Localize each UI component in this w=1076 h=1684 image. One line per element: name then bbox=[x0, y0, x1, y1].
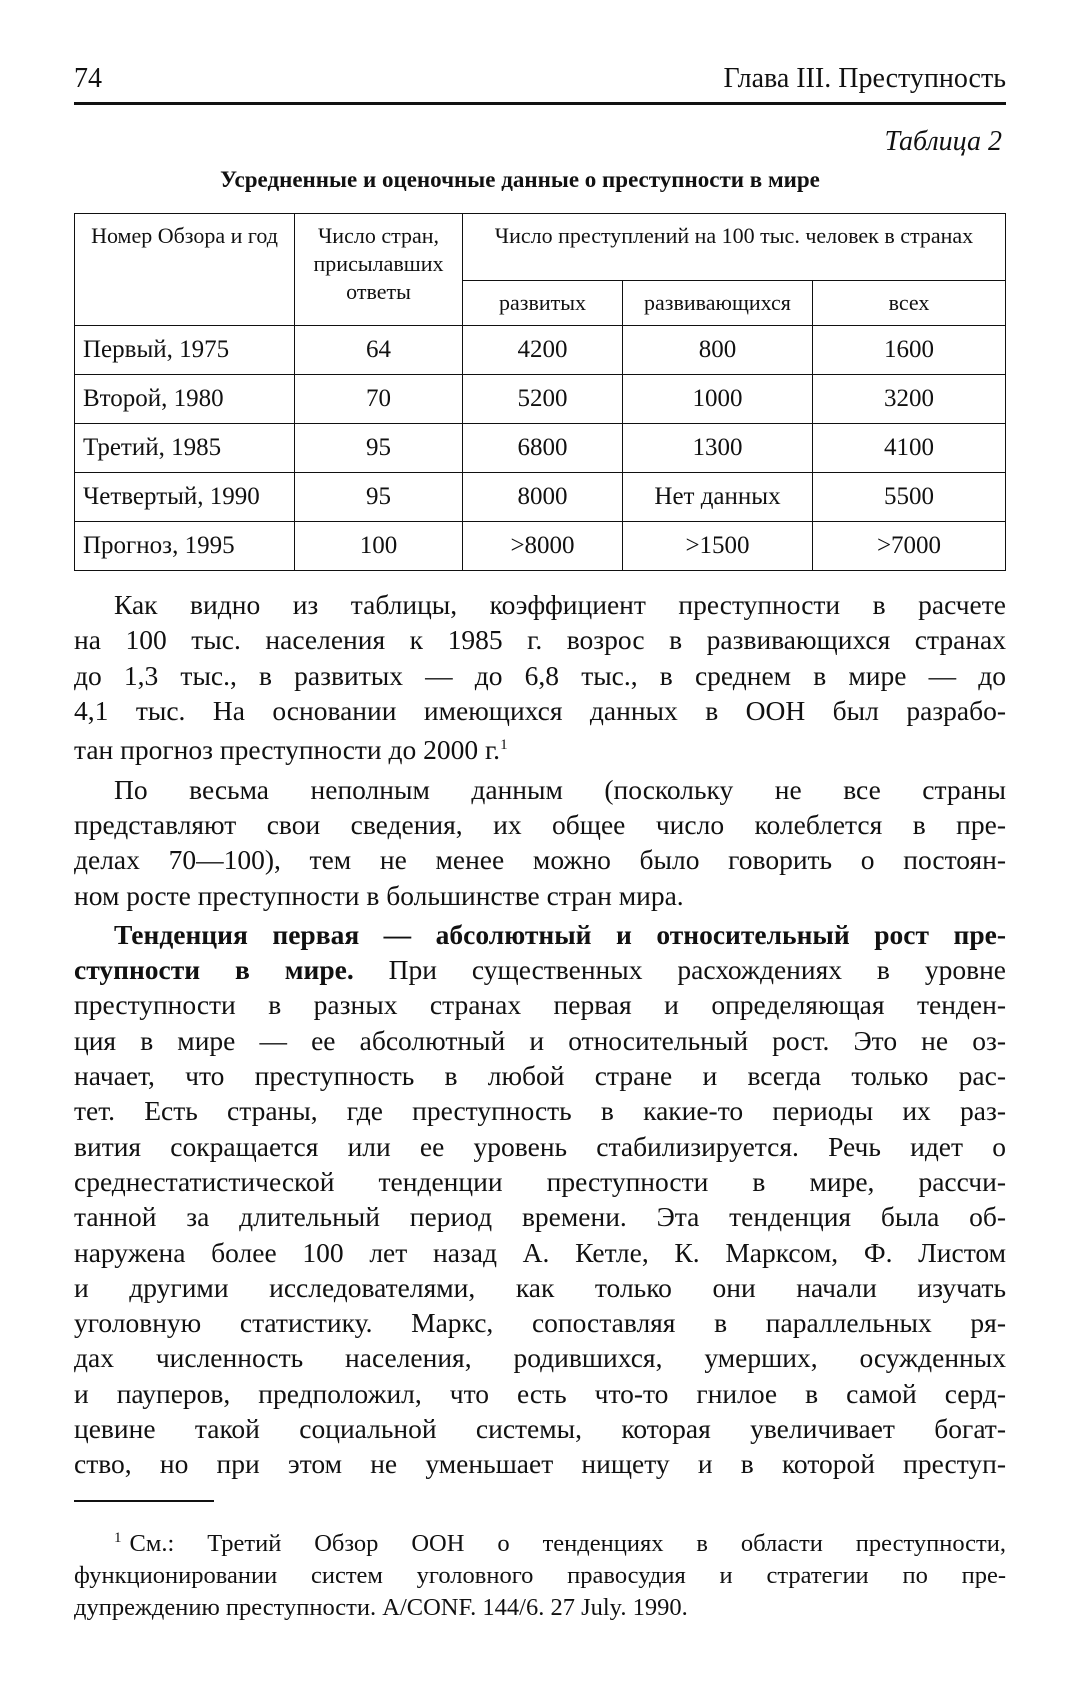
header-countries: Число стран, присылавших ответы bbox=[295, 214, 463, 326]
bold-lead: Тенденция первая — абсолютный и относительный рост пре- bbox=[114, 918, 1006, 950]
text-line bbox=[74, 1023, 1006, 1058]
table-cell: Первый, 1975 bbox=[75, 326, 295, 375]
text-run: среднестатистической тенденции преступности в мире, рассчи- bbox=[74, 1165, 1006, 1197]
table-cell: 95 bbox=[295, 473, 463, 522]
table-cell: Второй, 1980 bbox=[75, 375, 295, 424]
text-run: на 100 тыс. населения к 1985 г. возрос в развивающихся странах bbox=[74, 624, 1006, 656]
text-line bbox=[74, 622, 1006, 657]
table-title: Усредненные и оценочные данные о преступности в мире bbox=[220, 167, 820, 192]
table-cell: 8000 bbox=[463, 473, 623, 522]
table-cell: 3200 bbox=[813, 375, 1006, 424]
footnote bbox=[74, 1522, 1006, 1624]
text-line bbox=[74, 1446, 1006, 1481]
crime-data-table bbox=[74, 213, 1006, 571]
header-developing: развивающихся bbox=[623, 281, 813, 326]
text-line bbox=[74, 917, 1006, 952]
paragraph bbox=[74, 587, 1006, 768]
text-run: функционировании систем уголовного правосудия и стратегии по пре- bbox=[74, 1561, 1006, 1589]
text-run: ция в мире — ее абсолютный и относительный рост. Это не оз- bbox=[74, 1024, 1006, 1056]
text-run: 4,1 тыс. На основании имеющихся данных в ООН был разрабо- bbox=[74, 694, 1006, 726]
text-line bbox=[74, 1058, 1006, 1093]
text-line bbox=[74, 1270, 1006, 1305]
table-cell: >7000 bbox=[813, 522, 1006, 571]
text-run: ном росте преступности в большинстве стран мира. bbox=[74, 879, 684, 911]
text-line bbox=[74, 1199, 1006, 1234]
text-line bbox=[74, 842, 1006, 877]
table-cell: 64 bbox=[295, 326, 463, 375]
header-all: всех bbox=[813, 281, 1006, 326]
table-cell: 800 bbox=[623, 326, 813, 375]
page-number: 74 bbox=[74, 63, 102, 94]
paragraph bbox=[74, 917, 1006, 1482]
footnote-marker: 1 bbox=[114, 1529, 122, 1546]
text-line bbox=[74, 693, 1006, 728]
table-cell: 5500 bbox=[813, 473, 1006, 522]
text-run: тан прогноз преступности до 2000 г. bbox=[74, 734, 501, 766]
header-survey: Номер Обзора и год bbox=[75, 214, 295, 326]
table-cell: Третий, 1985 bbox=[75, 424, 295, 473]
footnote-rule bbox=[74, 1500, 214, 1502]
header-crimes-group: Число преступлений на 100 тыс. человек в странах bbox=[463, 214, 1006, 281]
text-run: до 1,3 тыс., в развитых — до 6,8 тыс., в среднем в мире — до bbox=[74, 659, 1006, 691]
table-cell: >8000 bbox=[463, 522, 623, 571]
text-line bbox=[74, 1376, 1006, 1411]
text-run: При существенных расхождениях в уровне bbox=[353, 954, 1006, 986]
text-run: Как видно из таблицы, коэффициент преступности в расчете bbox=[114, 589, 1006, 620]
text-line bbox=[74, 658, 1006, 693]
text-run: По весьма неполным данным (поскольку не все страны bbox=[114, 773, 1006, 805]
text-run: дупреждению преступности. A/CONF. 144/6. 27 July. 1990. bbox=[74, 1593, 688, 1621]
text-run: дах численность населения, родившихся, умерших, осужденных bbox=[74, 1342, 1006, 1374]
footnote-line bbox=[74, 1560, 1006, 1592]
table-cell: Четвертый, 1990 bbox=[75, 473, 295, 522]
book-page bbox=[74, 62, 1006, 1624]
text-run: и другими исследователями, как только они начали изучать bbox=[74, 1271, 1006, 1303]
text-line bbox=[74, 728, 1006, 767]
text-line bbox=[74, 952, 1006, 987]
footnote-reference: 1 bbox=[500, 737, 508, 754]
text-line bbox=[74, 1305, 1006, 1340]
running-header bbox=[74, 62, 1006, 96]
text-line bbox=[74, 772, 1006, 807]
table-row bbox=[75, 424, 1006, 473]
text-run: наружена более 100 лет назад А. Кетле, К. Марксом, Ф. Листом bbox=[74, 1236, 1006, 1268]
bold-lead: ступности в мире. bbox=[74, 954, 354, 986]
chapter-title: Глава III. Преступность bbox=[723, 63, 1006, 94]
table-row bbox=[75, 522, 1006, 571]
text-run: цевине такой социальной системы, которая увеличивает богат- bbox=[74, 1412, 1006, 1444]
table-cell: 1000 bbox=[623, 375, 813, 424]
table-row bbox=[75, 473, 1006, 522]
table-cell: 4100 bbox=[813, 424, 1006, 473]
text-line bbox=[74, 807, 1006, 842]
table-row bbox=[75, 326, 1006, 375]
text-line bbox=[74, 1411, 1006, 1446]
table-cell: 5200 bbox=[463, 375, 623, 424]
text-run: тет. Есть страны, где преступность в какие-то периоды их раз- bbox=[74, 1095, 1006, 1127]
text-run: уголовную статистику. Маркс, сопоставляя в параллельных ря- bbox=[74, 1307, 1006, 1339]
text-line bbox=[74, 1164, 1006, 1199]
text-run: См.: Третий Обзор ООН о тенденциях в области преступности, bbox=[129, 1529, 1006, 1557]
table-cell: 1300 bbox=[623, 424, 813, 473]
text-line bbox=[74, 987, 1006, 1022]
table-cell: 95 bbox=[295, 424, 463, 473]
header-developed: развитых bbox=[463, 281, 623, 326]
table-cell: 1600 bbox=[813, 326, 1006, 375]
text-run: представляют свои сведения, их общее число колеблется в пре- bbox=[74, 808, 1006, 840]
header-rule bbox=[74, 102, 1006, 105]
text-line bbox=[74, 878, 1006, 913]
table-cell: 4200 bbox=[463, 326, 623, 375]
text-line bbox=[74, 1129, 1006, 1164]
footnote-line bbox=[74, 1522, 1006, 1560]
text-line bbox=[74, 587, 1006, 622]
text-run: начает, что преступность в любой стране и всегда только рас- bbox=[74, 1060, 1006, 1092]
table-cell: >1500 bbox=[623, 522, 813, 571]
text-run: вития сокращается или ее уровень стабилизируется. Речь идет о bbox=[74, 1130, 1006, 1162]
table-cell: 6800 bbox=[463, 424, 623, 473]
footnote-line bbox=[74, 1592, 1006, 1624]
text-run: делах 70—100), тем не менее можно было говорить о постоян- bbox=[74, 844, 1006, 876]
text-line bbox=[74, 1093, 1006, 1128]
text-line bbox=[74, 1235, 1006, 1270]
table-row bbox=[75, 375, 1006, 424]
table-cell: 100 bbox=[295, 522, 463, 571]
text-run: танной за длительный период времени. Эта тенденция была об- bbox=[74, 1201, 1006, 1233]
body-text bbox=[74, 587, 1006, 1482]
text-run: ство, но при этом не уменьшает нищету и в которой преступ- bbox=[74, 1448, 1006, 1480]
text-line bbox=[74, 1340, 1006, 1375]
table-number: Таблица 2 bbox=[884, 126, 1002, 157]
table-cell: Прогноз, 1995 bbox=[75, 522, 295, 571]
table-cell: 70 bbox=[295, 375, 463, 424]
text-run: и пауперов, предположил, что есть что-то гнилое в самой серд- bbox=[74, 1377, 1006, 1409]
table-cell: Нет данных bbox=[623, 473, 813, 522]
paragraph bbox=[74, 772, 1006, 913]
text-run: преступности в разных странах первая и определяющая тенден- bbox=[74, 989, 1006, 1021]
